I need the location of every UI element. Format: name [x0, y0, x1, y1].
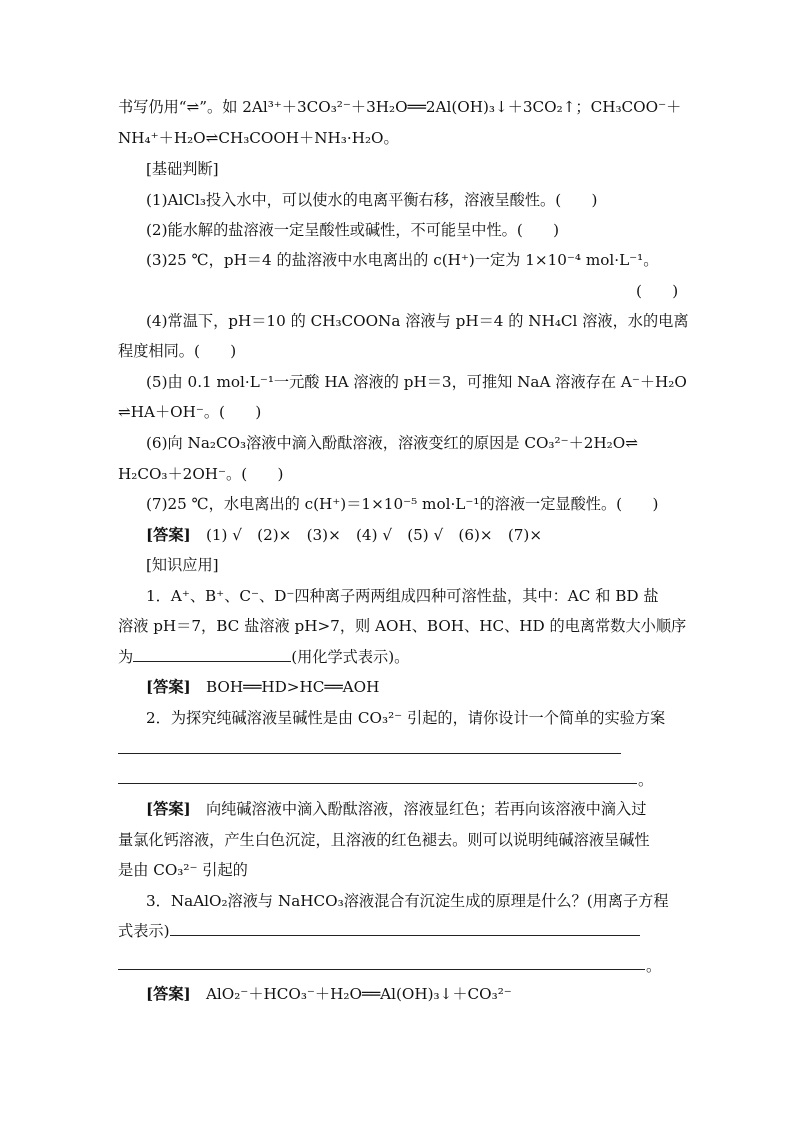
- basic-heading: [基础判断]: [146, 160, 219, 178]
- problem-2-line-1: 2．为探究纯碱溶液呈碱性是由 CO₃²⁻ 引起的，请你设计一个简单的实验方案: [146, 709, 666, 727]
- problem-2-blank-2[interactable]: [118, 783, 637, 784]
- basic-answer: [146, 525, 542, 545]
- answer-2-line-3: 是由 CO₃²⁻ 引起的: [118, 861, 248, 879]
- question-3-bracket: ( ): [636, 282, 679, 300]
- question-5-line-1: (5)由 0.1 mol·L⁻¹一元酸 HA 溶液的 pH＝3，可推知 NaA 溶液存在 A⁻＋H₂O: [146, 373, 687, 391]
- problem-1-line-2: 溶液 pH＝7，BC 盐溶液 pH>7，则 AOH、BOH、HC、HD 的电离常数大小顺序: [118, 617, 687, 635]
- question-4-line-2: 程度相同。( ): [118, 342, 237, 360]
- problem-1-line-3: [118, 647, 409, 667]
- intro-line-2: NH₄⁺＋H₂O⇌CH₃COOH＋NH₃·H₂O。: [118, 129, 399, 147]
- problem-3-period: 。: [646, 957, 662, 975]
- problem-1-suffix: (用化学式表示)。: [291, 648, 410, 666]
- answer-3: [146, 984, 512, 1004]
- question-1: (1)AlCl₃投入水中，可以使水的电离平衡右移，溶液呈酸性。( ): [146, 191, 598, 209]
- question-2: (2)能水解的盐溶液一定呈酸性或碱性，不可能呈中性。( ): [146, 221, 560, 239]
- answer-2-line-1: [146, 799, 646, 819]
- problem-1-prefix: 为: [118, 648, 134, 666]
- answer-1: [146, 677, 379, 697]
- answer-2-line-2: 量氯化钙溶液，产生白色沉淀，且溶液的红色褪去。则可以说明纯碱溶液呈碱性: [118, 831, 650, 849]
- application-heading: [知识应用]: [146, 556, 219, 574]
- problem-3-prefix: 式表示): [118, 922, 170, 940]
- question-5-line-2: ⇌HA＋OH⁻。( ): [118, 403, 262, 421]
- problem-3-blank-2[interactable]: [118, 969, 645, 970]
- question-3-line-1: (3)25 ℃，pH＝4 的盐溶液中水电离出的 c(H⁺)一定为 1×10⁻⁴ mol·L⁻¹。: [146, 251, 659, 269]
- problem-3-line-1: 3．NaAlO₂溶液与 NaHCO₃溶液混合有沉淀生成的原理是什么？(用离子方程: [146, 892, 669, 910]
- problem-1-line-1: 1．A⁺、B⁺、C⁻、D⁻四种离子两两组成四种可溶性盐，其中：AC 和 BD 盐: [146, 587, 659, 605]
- answer-text: (1) √ (2)× (3)× (4) √ (5) √ (6)× (7)×: [205, 526, 543, 544]
- answer-text: BOH══HD>HC══AOH: [205, 678, 380, 696]
- question-7: (7)25 ℃，水电离出的 c(H⁺)＝1×10⁻⁵ mol·L⁻¹的溶液一定显酸性。( ): [146, 495, 659, 513]
- problem-2-blank-1[interactable]: [118, 753, 621, 754]
- intro-line-1: 书写仍用“⇌”。如 2Al³⁺＋3CO₃²⁻＋3H₂O══2Al(OH)₃↓＋3CO₂↑；CH₃COO⁻＋: [118, 98, 682, 116]
- question-4-line-1: (4)常温下，pH＝10 的 CH₃COONa 溶液与 pH＝4 的 NH₄Cl 溶液，水的电离: [146, 312, 689, 330]
- answer-label: [答案]: [146, 526, 191, 544]
- problem-3-blank-1[interactable]: [170, 921, 640, 936]
- question-6-line-1: (6)向 Na₂CO₃溶液中滴入酚酞溶液，溶液变红的原因是 CO₃²⁻＋2H₂O⇌: [146, 434, 638, 452]
- answer-text: 向纯碱溶液中滴入酚酞溶液，溶液显红色；若再向该溶液中滴入过: [205, 800, 647, 818]
- problem-3-line-2: [118, 921, 640, 941]
- question-6-line-2: H₂CO₃＋2OH⁻。( ): [118, 465, 284, 483]
- answer-text: AlO₂⁻＋HCO₃⁻＋H₂O══Al(OH)₃↓＋CO₃²⁻: [205, 985, 512, 1003]
- problem-2-period: 。: [638, 771, 654, 789]
- problem-1-answer-blank[interactable]: [133, 647, 291, 662]
- answer-label: [答案]: [146, 800, 191, 818]
- answer-label: [答案]: [146, 985, 191, 1003]
- answer-label: [答案]: [146, 678, 191, 696]
